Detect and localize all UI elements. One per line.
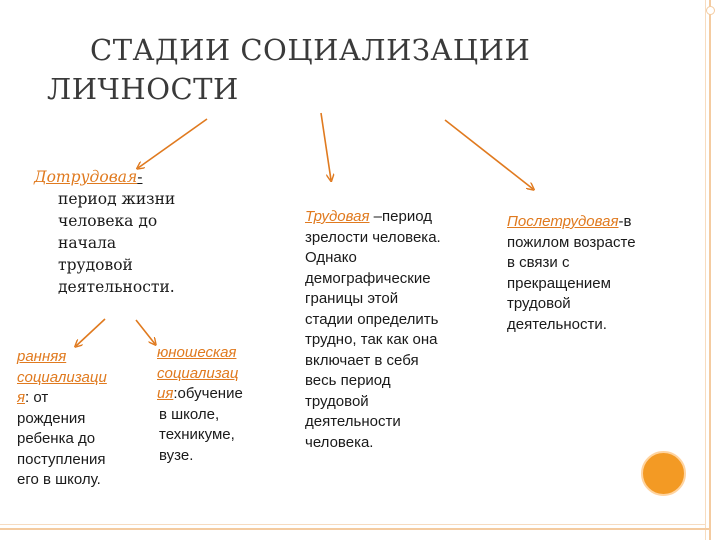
slide-title-line2: ЛИЧНОСТИ bbox=[47, 72, 239, 106]
stage-youth-term: ия bbox=[157, 385, 174, 402]
stage-early-socialization bbox=[17, 347, 147, 491]
stage-early-term: социализаци bbox=[17, 368, 107, 386]
stage-post-labor-line: деятельности. bbox=[507, 315, 607, 333]
stage-early-term: ранняя bbox=[17, 348, 67, 365]
decorative-orange-circle bbox=[641, 451, 686, 496]
arrow-to-youth bbox=[136, 320, 155, 344]
stage-post-labor-line: трудовой bbox=[507, 295, 571, 312]
stage-early-line: рождения bbox=[17, 409, 86, 427]
stage-post-labor-term: Послетрудовая bbox=[507, 213, 619, 230]
stage-youth-line: в школе, bbox=[159, 405, 220, 423]
stage-labor-term: Трудовая bbox=[305, 208, 370, 225]
stage-labor-line: Однако bbox=[305, 249, 357, 266]
stage-labor-line: деятельности bbox=[305, 413, 401, 430]
stage-pre-labor-term: Дотрудовая bbox=[34, 168, 138, 186]
stage-labor-line: весь период bbox=[305, 372, 391, 389]
stage-labor-line: человека. bbox=[305, 433, 374, 451]
stage-youth-line: техникуме, bbox=[159, 426, 235, 443]
stage-labor-line: включает в себя bbox=[305, 351, 419, 369]
stage-youth-term: социализац bbox=[157, 364, 239, 382]
stage-post-labor-line: прекращением bbox=[507, 274, 611, 292]
arrow-to-early bbox=[76, 319, 105, 346]
stage-early-term: я bbox=[17, 389, 26, 406]
stage-early-line: его в школу. bbox=[17, 471, 101, 488]
stage-youth-term: юношеская bbox=[157, 344, 237, 361]
stage-youth-line: вузе. bbox=[159, 446, 194, 464]
stage-labor-line: зрелости человека. bbox=[305, 228, 441, 246]
stage-labor-line: демографические bbox=[305, 269, 431, 287]
stage-pre-labor-line: человека до bbox=[58, 212, 158, 230]
stage-labor bbox=[305, 207, 475, 453]
arrow-to-pre-labor bbox=[138, 119, 207, 168]
stage-post-labor bbox=[507, 212, 677, 335]
arrow-to-post-labor bbox=[445, 120, 533, 189]
slide-title-line1: СТАДИИ СОЦИАЛИЗАЦИИ bbox=[90, 33, 531, 67]
stage-post-labor-line: пожилом возрасте bbox=[507, 233, 636, 251]
stage-labor-line: стадии определить bbox=[305, 310, 439, 328]
stage-youth-text: :обучение bbox=[173, 385, 243, 402]
stage-early-line: поступления bbox=[17, 450, 106, 468]
stage-post-labor-line: в связи с bbox=[507, 254, 570, 271]
arrow-to-labor bbox=[321, 113, 331, 180]
stage-pre-labor-line: начала bbox=[58, 234, 117, 252]
stage-post-labor-text: -в bbox=[618, 213, 632, 230]
stage-early-text: : от bbox=[25, 389, 49, 406]
stage-pre-labor-dash: - bbox=[137, 168, 143, 186]
stage-pre-labor bbox=[34, 166, 224, 298]
stage-pre-labor-line: трудовой bbox=[58, 256, 133, 274]
stage-labor-text: –период bbox=[369, 208, 432, 225]
stage-pre-labor-line: период жизни bbox=[58, 190, 176, 208]
stage-youth-socialization bbox=[157, 343, 272, 466]
stage-labor-line: трудно, так как она bbox=[305, 331, 438, 348]
stage-labor-line: границы этой bbox=[305, 290, 399, 307]
stage-labor-line: трудовой bbox=[305, 392, 369, 410]
stage-early-line: ребенка до bbox=[17, 430, 96, 447]
stage-pre-labor-line: деятельности. bbox=[58, 278, 175, 296]
